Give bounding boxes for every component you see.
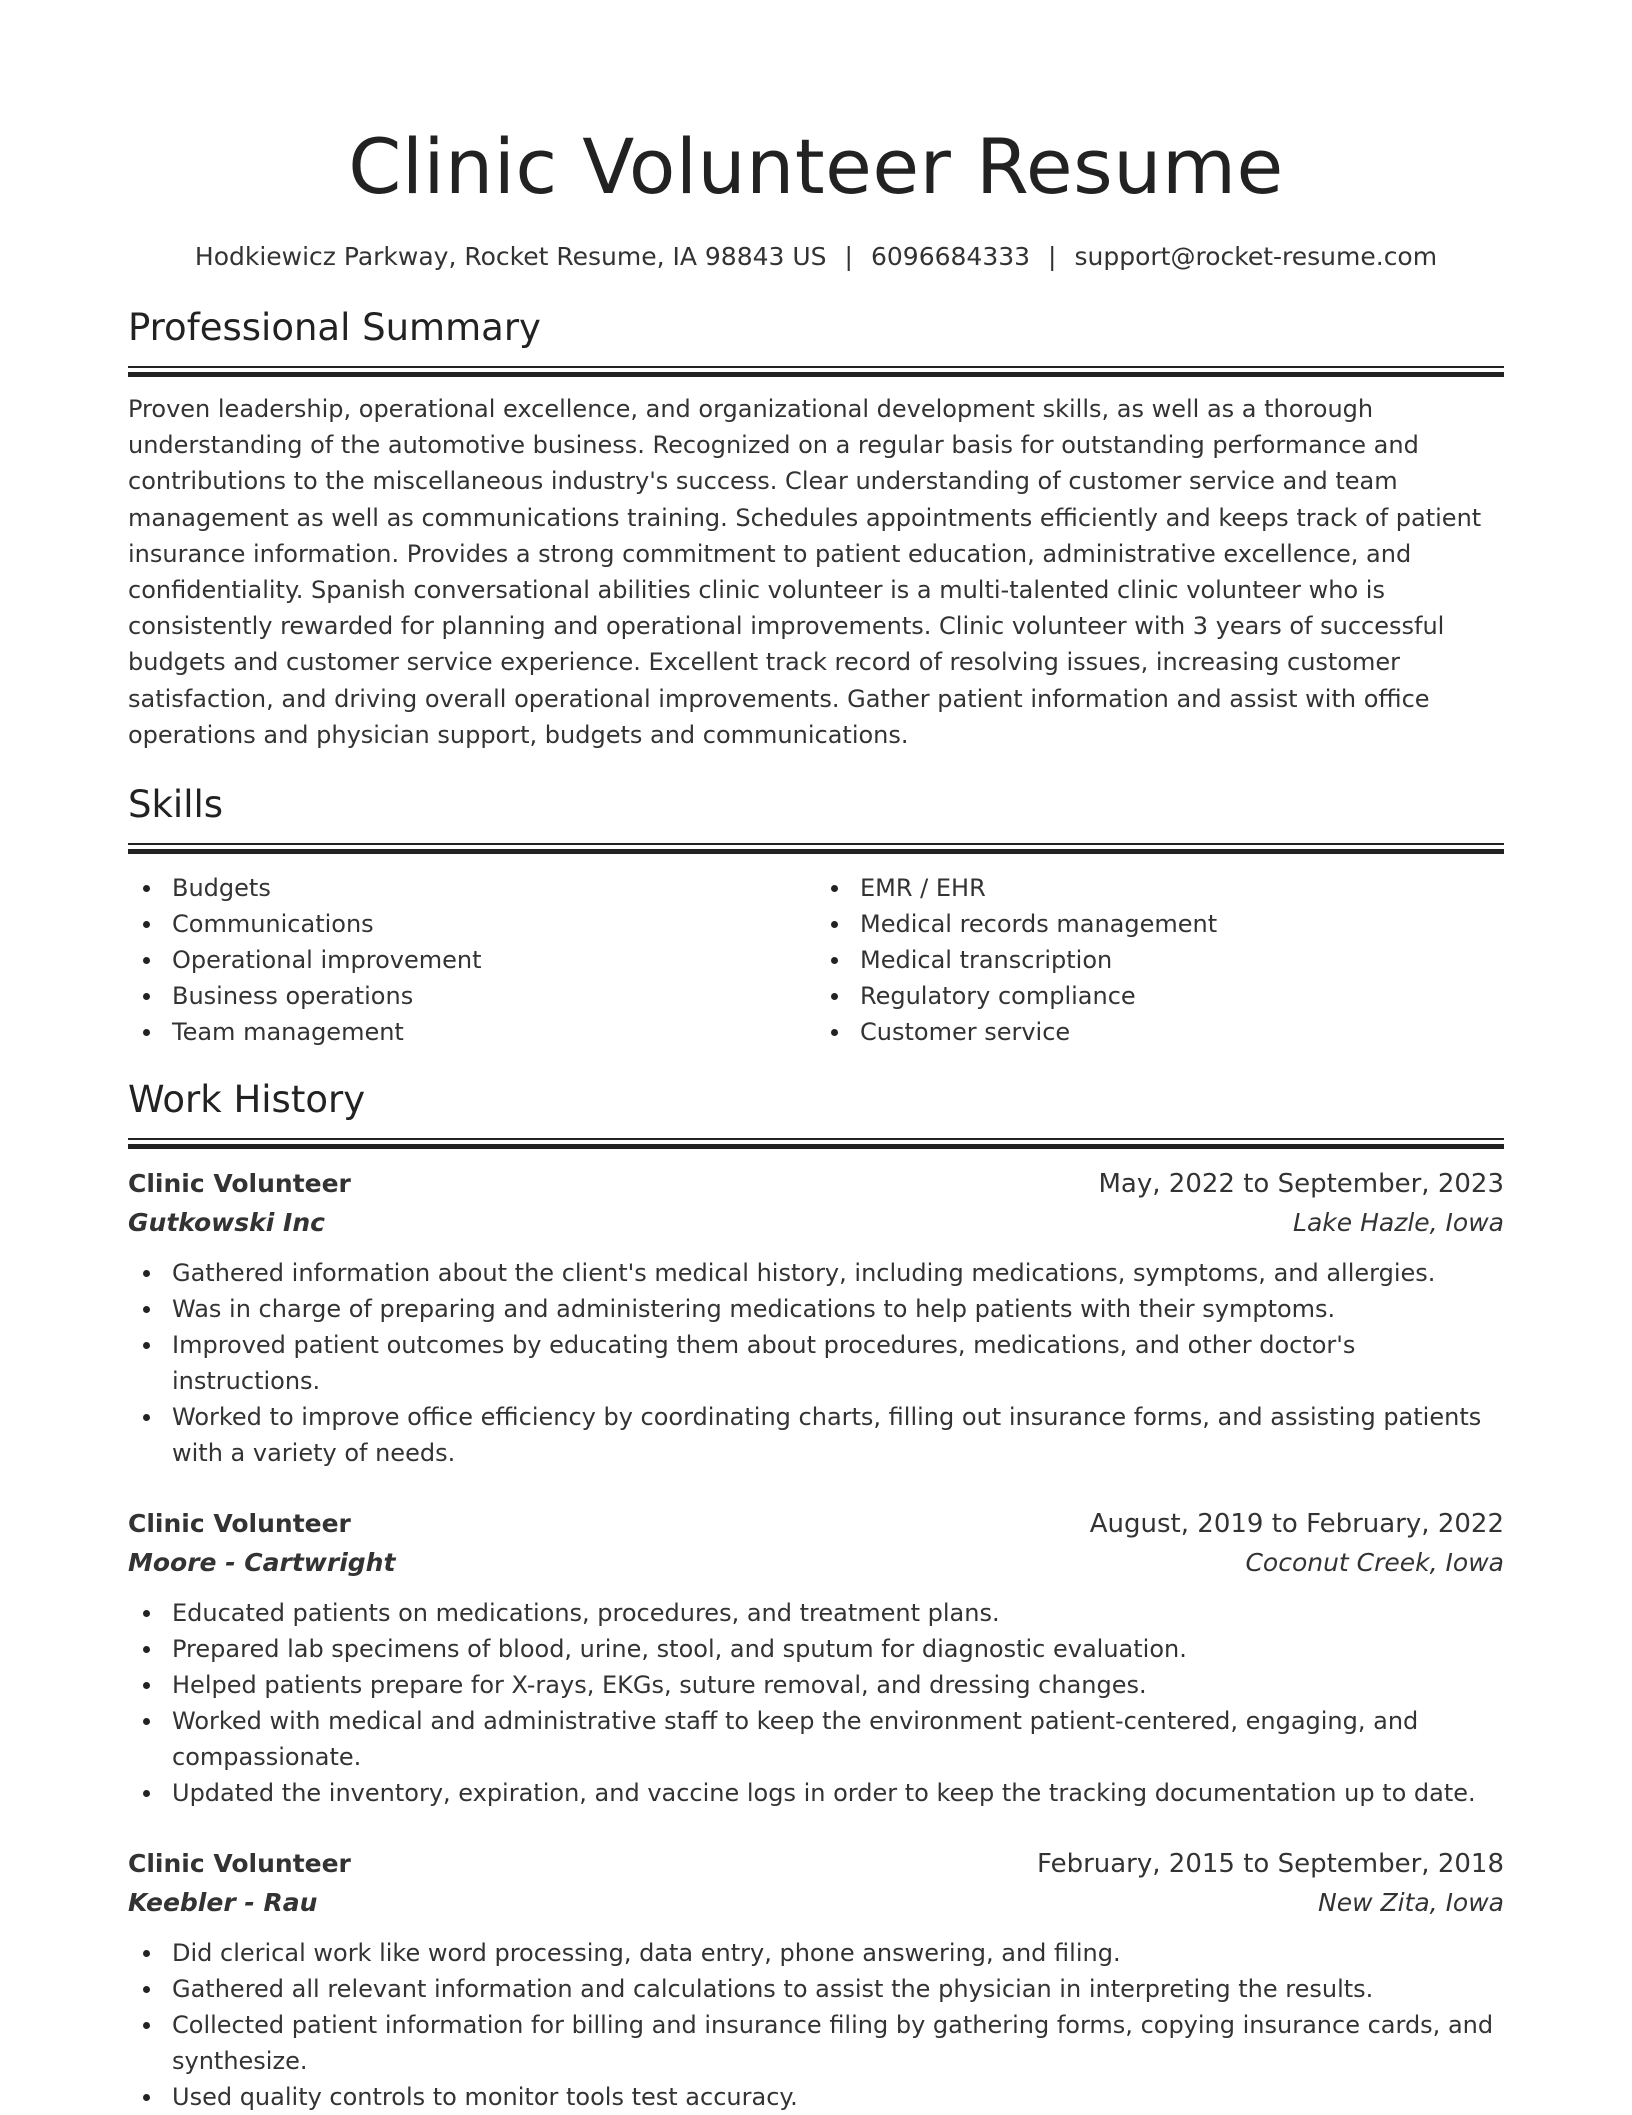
contact-separator: | bbox=[844, 242, 853, 271]
job-entry bbox=[128, 1165, 1504, 1471]
job-duties bbox=[128, 1255, 1504, 1471]
skill-item: Regulatory compliance bbox=[816, 978, 1504, 1014]
job-company: Gutkowski Inc bbox=[128, 1208, 325, 1238]
skill-item: Budgets bbox=[128, 870, 816, 906]
job-duty-item: Gathered information about the client's medical history, including medications, symptoms, and allergies. bbox=[128, 1255, 1504, 1291]
skill-item: Team management bbox=[128, 1014, 816, 1050]
job-duty-item: Gathered all relevant information and calculations to assist the physician in interpreting the results. bbox=[128, 1971, 1504, 2007]
job-duty-item: Worked with medical and administrative staff to keep the environment patient-centered, engaging, and compassionate. bbox=[128, 1703, 1504, 1775]
job-duty-item: Did clerical work like word processing, data entry, phone answering, and filing. bbox=[128, 1935, 1504, 1971]
resume-title: Clinic Volunteer Resume bbox=[348, 122, 1284, 211]
job-dates: May, 2022 to September, 2023 bbox=[1098, 1169, 1504, 1200]
skill-item: Medical records management bbox=[816, 906, 1504, 942]
job-duty-item: Was in charge of preparing and administering medications to help patients with their symptoms. bbox=[128, 1291, 1504, 1327]
summary-text: Proven leadership, operational excellence, and organizational development skills, as well as a thorough understanding of the automotive business. Recognized on a regular basis for outstanding performance and contributions to the miscellaneous industry's success. Clear understanding of customer service and team management as well as communications training. Schedules appointments efficiently and keeps track of patient insurance information. Provides a strong commitment to patient education, administrative excellence, and confidentiality. Spanish conversational abilities clinic volunteer is a multi-talented clinic volunteer who is consistently rewarded for planning and operational improvements. Clinic volunteer with 3 years of successful budgets and customer service experience. Excellent track record of resolving issues, increasing customer satisfaction, and driving overall operational improvements. Gather patient information and assist with office operations and physician support, budgets and communications. bbox=[128, 395, 1482, 749]
skills-column-right bbox=[816, 870, 1504, 1050]
skill-item: Medical transcription bbox=[816, 942, 1504, 978]
job-duty-item: Improved patient outcomes by educating them about procedures, medications, and other doctor's instructions. bbox=[128, 1327, 1504, 1399]
job-title: Clinic Volunteer bbox=[128, 1509, 351, 1539]
job-duties bbox=[128, 1935, 1504, 2115]
job-location: Lake Hazle, Iowa bbox=[1293, 1208, 1504, 1238]
job-entry bbox=[128, 1845, 1504, 2115]
skills-column-left bbox=[128, 870, 816, 1050]
job-title: Clinic Volunteer bbox=[128, 1849, 351, 1879]
section-divider bbox=[128, 366, 1504, 377]
job-company: Keebler - Rau bbox=[128, 1888, 318, 1918]
skill-item: EMR / EHR bbox=[816, 870, 1504, 906]
contact-line bbox=[128, 240, 1504, 274]
contact-email: support@rocket-resume.com bbox=[1074, 242, 1438, 271]
job-location: New Zita, Iowa bbox=[1318, 1888, 1504, 1918]
skill-item: Operational improvement bbox=[128, 942, 816, 978]
job-entry bbox=[128, 1505, 1504, 1811]
skill-item: Customer service bbox=[816, 1014, 1504, 1050]
skill-item: Communications bbox=[128, 906, 816, 942]
job-duties bbox=[128, 1595, 1504, 1811]
job-duty-item: Collected patient information for billing and insurance filing by gathering forms, copying insurance cards, and synthesize. bbox=[128, 2007, 1504, 2079]
job-title: Clinic Volunteer bbox=[128, 1169, 351, 1199]
work-history-section bbox=[128, 1076, 1504, 2115]
section-divider bbox=[128, 843, 1504, 854]
skills-heading: Skills bbox=[128, 783, 224, 827]
job-company: Moore - Cartwright bbox=[128, 1548, 396, 1578]
job-dates: August, 2019 to February, 2022 bbox=[1089, 1509, 1504, 1540]
summary-heading: Professional Summary bbox=[128, 306, 541, 349]
job-location: Coconut Creek, Iowa bbox=[1245, 1548, 1504, 1578]
contact-address: Hodkiewicz Parkway, Rocket Resume, IA 98843 US bbox=[194, 242, 827, 271]
job-dates: February, 2015 to September, 2018 bbox=[1037, 1849, 1504, 1880]
contact-separator: | bbox=[1048, 242, 1057, 271]
job-duty-item: Worked to improve office efficiency by coordinating charts, filling out insurance forms, and assisting patients with a variety of needs. bbox=[128, 1399, 1504, 1471]
summary-section bbox=[128, 304, 1504, 753]
job-duty-item: Educated patients on medications, procedures, and treatment plans. bbox=[128, 1595, 1504, 1631]
skill-item: Business operations bbox=[128, 978, 816, 1014]
job-duty-item: Prepared lab specimens of blood, urine, stool, and sputum for diagnostic evaluation. bbox=[128, 1631, 1504, 1667]
job-duty-item: Used quality controls to monitor tools test accuracy. bbox=[128, 2079, 1504, 2115]
contact-phone: 6096684333 bbox=[870, 242, 1031, 271]
job-duty-item: Updated the inventory, expiration, and vaccine logs in order to keep the tracking documentation up to date. bbox=[128, 1775, 1504, 1811]
job-duty-item: Helped patients prepare for X-rays, EKGs, suture removal, and dressing changes. bbox=[128, 1667, 1504, 1703]
work-history-heading: Work History bbox=[128, 1078, 366, 1122]
section-divider bbox=[128, 1138, 1504, 1149]
skills-section bbox=[128, 781, 1504, 1050]
skills-columns bbox=[128, 870, 1504, 1050]
